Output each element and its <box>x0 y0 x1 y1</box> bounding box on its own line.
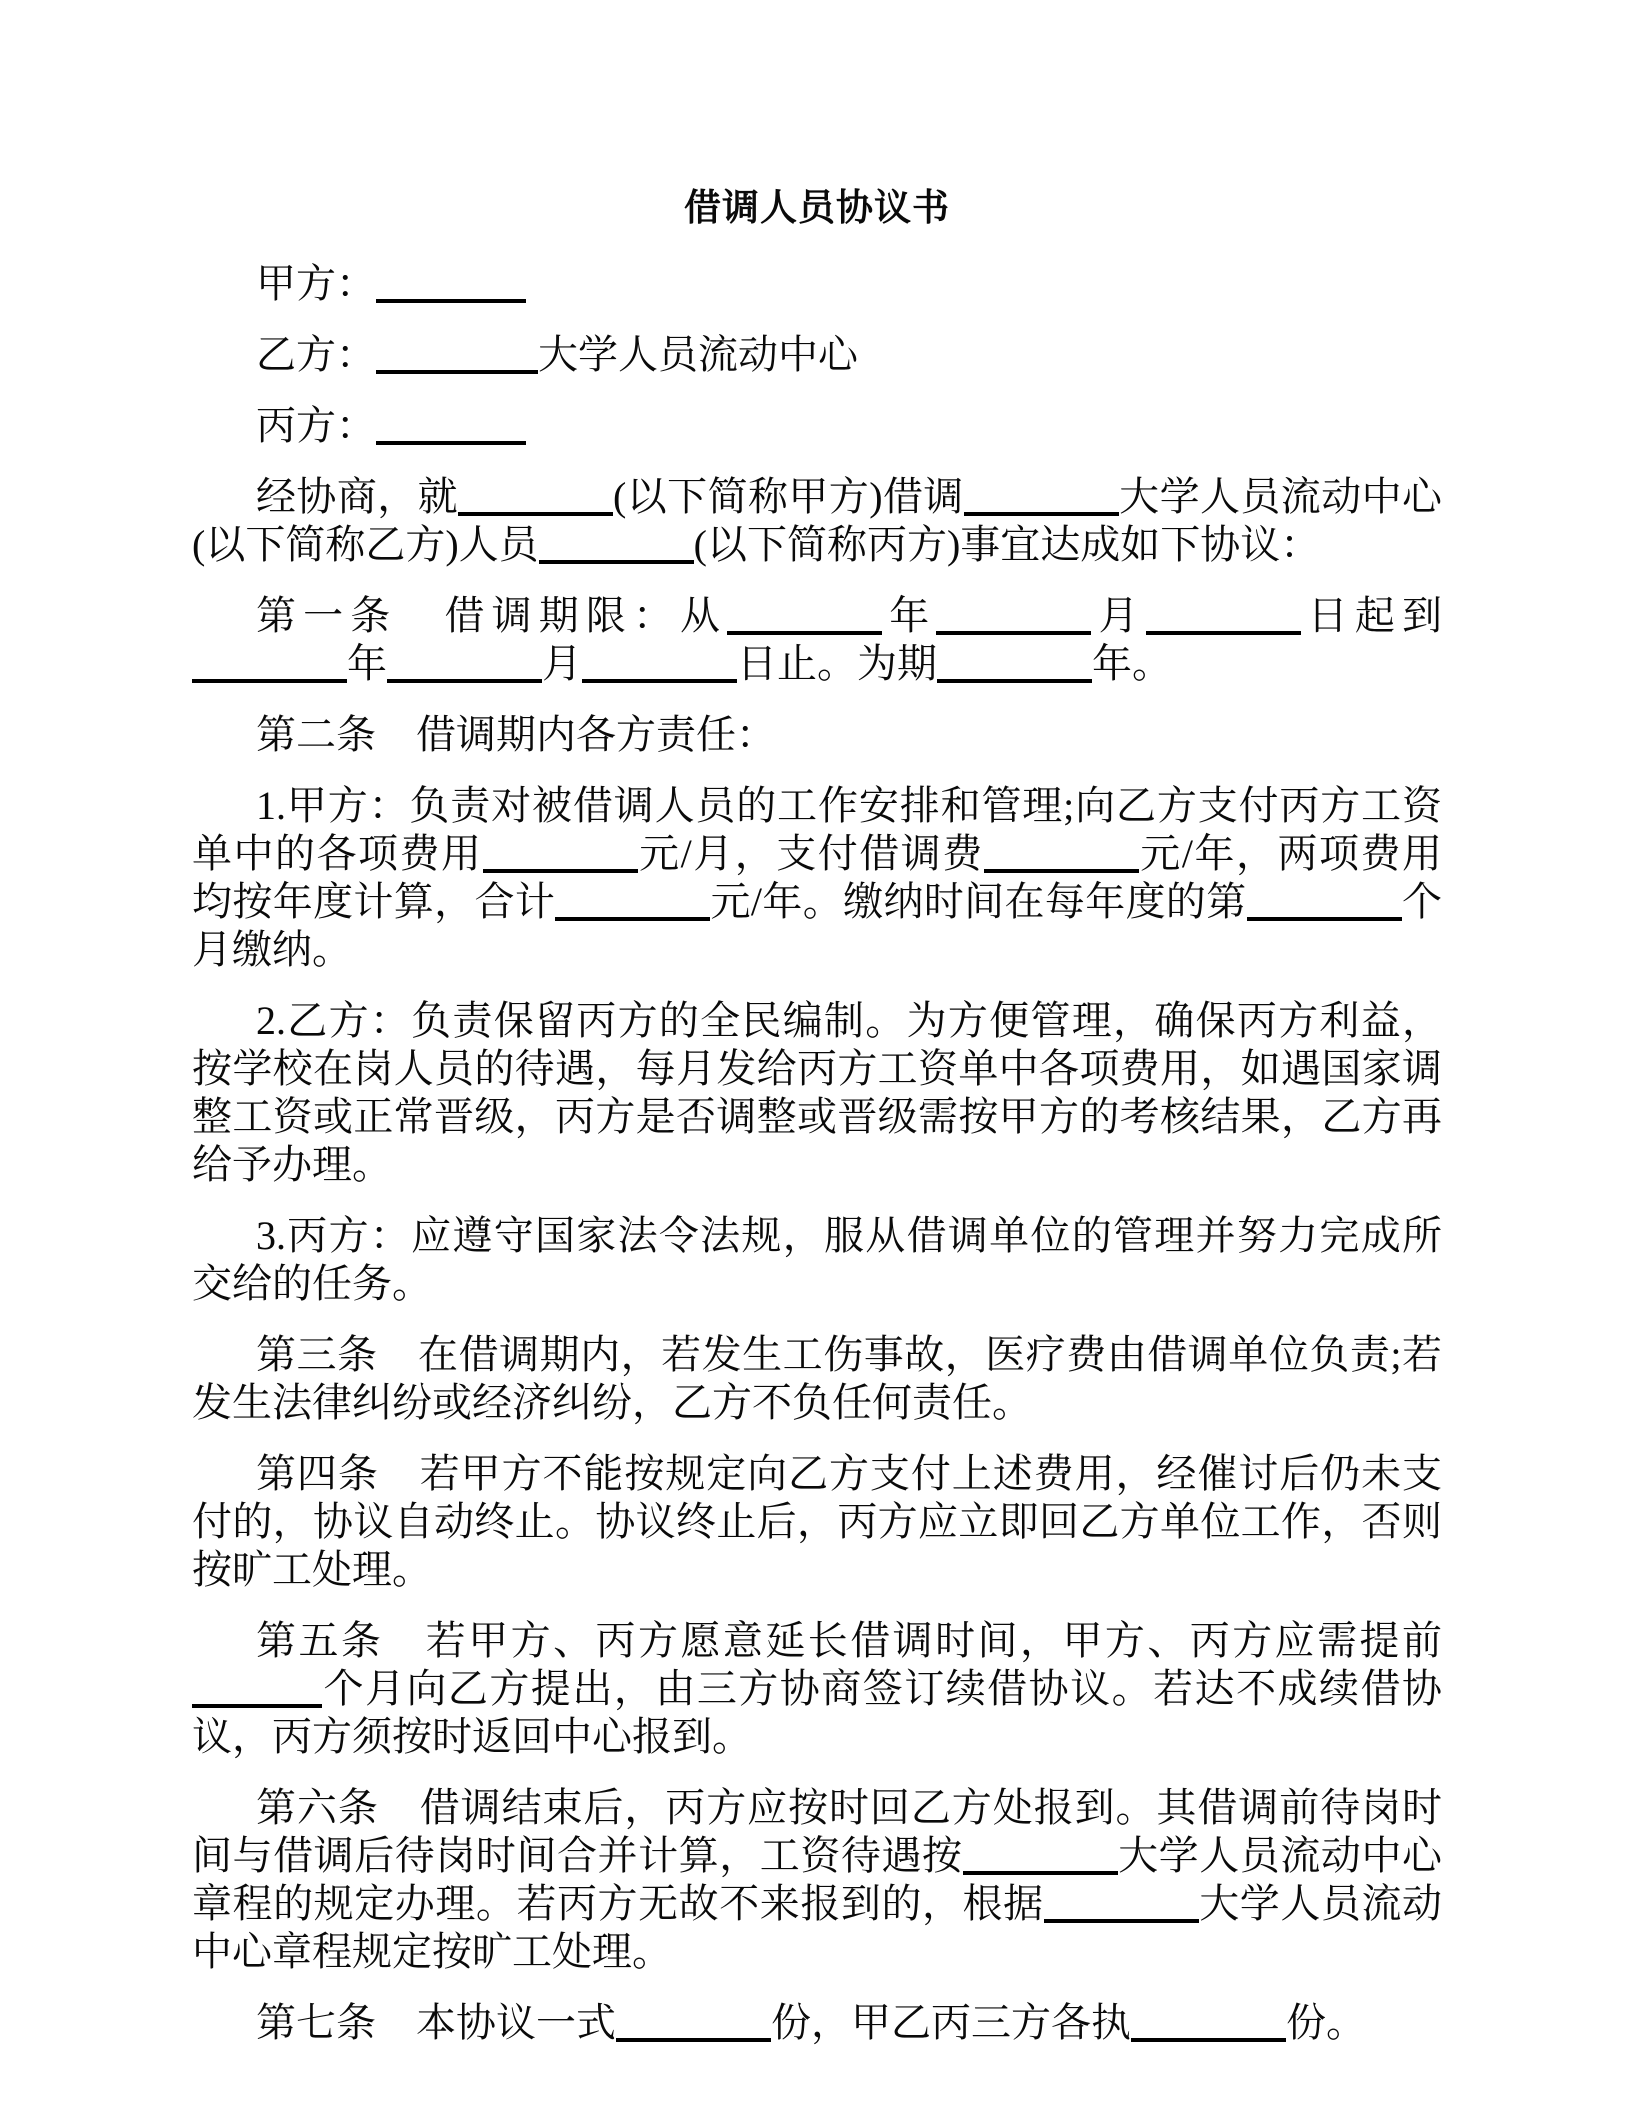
text-run: 1.甲方：负责对被借调人员的工作安排和管理;向乙方支付丙方工资单中的各项费用 <box>192 783 1442 876</box>
blank-underline <box>937 669 1092 683</box>
text-run: 份。 <box>1286 2000 1366 2045</box>
text-run: 年。 <box>1092 641 1172 686</box>
text-run: 第三条 在借调期内，若发生工伤事故，医疗费由借调单位负责;若发生法律纠纷或经济纠纷，乙方不负任何责任。 <box>192 1332 1442 1425</box>
blank-underline <box>984 859 1139 873</box>
text-run: 年 <box>347 641 387 686</box>
paragraph-article-2-item-2 <box>192 997 1442 1189</box>
paragraph-preamble <box>192 473 1442 569</box>
paragraph-party-b-line <box>192 331 1442 379</box>
blank-underline <box>192 669 347 683</box>
blank-underline <box>376 431 526 445</box>
text-run: 第四条 若甲方不能按规定向乙方支付上述费用，经催讨后仍未支付的，协议自动终止。协议终止后，丙方应立即回乙方单位工作，否则按旷工处理。 <box>192 1451 1442 1592</box>
blank-underline <box>963 1861 1118 1875</box>
text-run: (以下简称丙方)事宜达成如下协议： <box>693 522 1321 567</box>
text-run: 大学人员流动中心 <box>538 332 858 377</box>
blank-underline <box>1247 907 1402 921</box>
document-title: 借调人员协议书 <box>684 187 950 228</box>
blank-underline <box>483 859 638 873</box>
blank-underline <box>376 289 526 303</box>
paragraph-article-2-item-3 <box>192 1212 1442 1308</box>
text-run: 第一条 借调期限：从 <box>256 593 728 638</box>
blank-underline <box>616 2028 771 2042</box>
blank-underline <box>1044 1909 1199 1923</box>
text-run: 日止。为期 <box>737 641 937 686</box>
text-run: 份，甲乙丙三方各执 <box>771 2000 1131 2045</box>
text-run: 经协商，就 <box>256 474 459 519</box>
text-run: 丙方： <box>256 403 376 448</box>
blank-underline <box>458 502 613 516</box>
blank-underline <box>964 502 1119 516</box>
text-run: 第五条 若甲方、丙方愿意延长借调时间，甲方、丙方应需提前 <box>256 1618 1442 1663</box>
paragraph-article-6 <box>192 1784 1442 1976</box>
blank-underline <box>539 550 694 564</box>
text-run: 个月缴纳。 <box>192 879 1443 972</box>
text-run: 3.丙方：应遵守国家法令法规，服从借调单位的管理并努力完成所交给的任务。 <box>192 1213 1442 1306</box>
text-run: 年 <box>882 593 937 638</box>
blank-underline <box>582 669 737 683</box>
paragraph-party-a-line <box>192 260 1442 308</box>
text-run: 大学人员流动中心(以下简称乙方)人员 <box>192 474 1443 567</box>
blank-underline <box>1131 2028 1286 2042</box>
text-run: 日起到 <box>1300 593 1443 638</box>
blank-underline <box>555 907 710 921</box>
text-run: 甲方： <box>256 261 376 306</box>
text-run: 第七条 本协议一式 <box>256 2000 616 2045</box>
paragraph-article-7 <box>192 1999 1442 2047</box>
text-run: 大学人员流动中心章程的规定办理。若丙方无故不来报到的，根据 <box>192 1833 1443 1926</box>
text-run: 第二条 借调期内各方责任： <box>256 712 776 757</box>
blank-underline <box>376 360 538 374</box>
text-run: 元/月，支付借调费 <box>637 831 984 876</box>
document-body <box>192 260 1442 2047</box>
text-run: 第六条 借调结束后，丙方应按时回乙方处报到。其借调前待岗时间与借调后待岗时间合并计算，工资待遇按 <box>192 1785 1442 1878</box>
paragraph-article-2 <box>192 711 1442 759</box>
paragraph-article-3 <box>192 1331 1442 1427</box>
blank-underline <box>387 669 542 683</box>
text-run: 元/年，两项费用均按年度计算，合计 <box>192 831 1442 924</box>
paragraph-article-5 <box>192 1617 1442 1761</box>
text-run: 个月向乙方提出，由三方协商签订续借协议。若达不成续借协议，丙方须按时返回中心报到。 <box>192 1666 1442 1759</box>
blank-underline <box>1146 621 1301 635</box>
paragraph-party-c-line <box>192 402 1442 450</box>
blank-underline <box>192 1694 322 1708</box>
text-run: 月 <box>542 641 582 686</box>
blank-underline <box>936 621 1091 635</box>
paragraph-article-1 <box>192 592 1442 688</box>
text-run: 大学人员流动中心章程规定按旷工处理。 <box>192 1881 1443 1974</box>
text-run: 月 <box>1091 593 1146 638</box>
text-run: 2.乙方：负责保留丙方的全民编制。为方便管理，确保丙方利益，按学校在岗人员的待遇，每月发给丙方工资单中各项费用，如遇国家调整工资或正常晋级，丙方是否调整或晋级需按甲方的考核结果，乙方再给予办理。 <box>192 998 1442 1187</box>
paragraph-article-4 <box>192 1450 1442 1594</box>
document-page <box>192 0 1442 2047</box>
paragraph-article-2-item-1 <box>192 782 1442 974</box>
text-run: 乙方： <box>256 332 376 377</box>
blank-underline <box>727 621 882 635</box>
text-run: 元/年。缴纳时间在每年度的第 <box>710 879 1247 924</box>
text-run: (以下简称甲方)借调 <box>613 474 964 519</box>
